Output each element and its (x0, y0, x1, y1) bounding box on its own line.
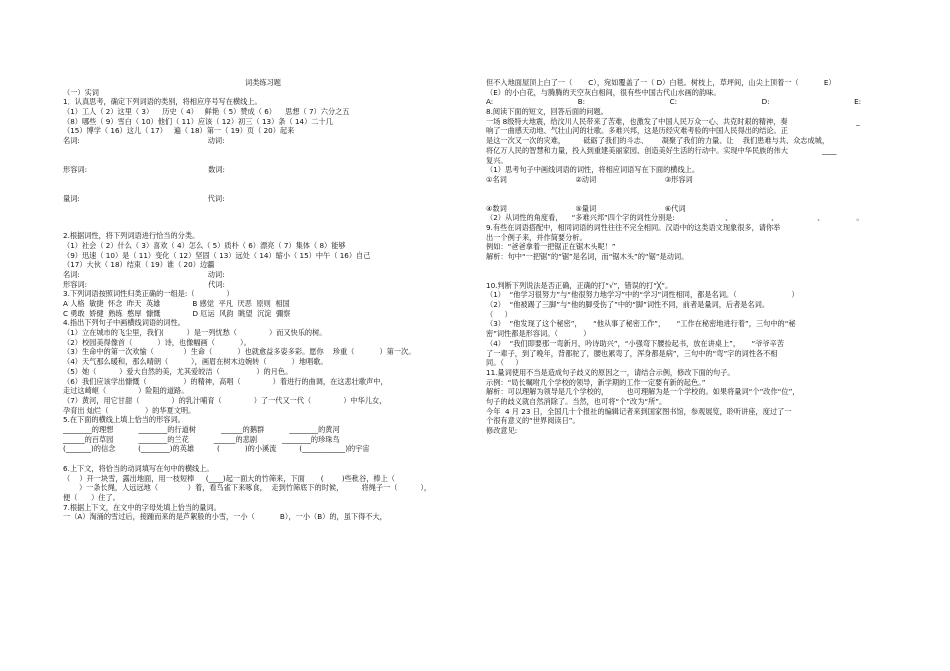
text-line: 今年 4 月 23 日，全国几十个报社的编辑记者来到国家图书馆，参观展览，聆听讲座，度过了一 (486, 406, 792, 416)
text-line: 一场 8级特大地震，给汶川人民带来了苦难，也激发了中国人民万众一心、共克时艰的精神，奏 _ (486, 116, 860, 126)
text-line: 修改意见: (486, 426, 518, 435)
text-line: （2）从词性的角度看， “多难兴邦”四个字的词性分别是: 、 、 、 。 (486, 213, 864, 223)
text-line: 句子的歧义就自然消除了。当然，也可将“个”改为“所”。 (486, 396, 667, 406)
text-line: 3.下列词语按照词性归类正确的一组是:（ ） (63, 289, 234, 299)
text-line: 响了一曲感天动地、气壮山河的壮歌。多难兴邦，这是历经灾难考验的中国人民得出的结论。正 (486, 126, 788, 136)
text-line: 10.判断下列说法是否正确，正确的打“√”，错误的打“╳”。 (486, 280, 673, 290)
text-line: C 勇敢 娇健 熟练 憨厚 慷慨 D 厄运 风韵 眺望 沉淀 彌察 (63, 308, 291, 318)
text-line: ①名词 ②动词 ③形容词 (486, 174, 693, 184)
text-line: （4） “我们即要那一弯新月，吟诗助兴”，“小强弯下腰捡起书，放在讲桌上”， “爷爷辛苦 (486, 338, 784, 348)
text-line: ）一条长绳，人远远地（ ）着，看鸟雀下来啄食， 走到竹筛底下的时候， 将绳子一（ ）， (63, 483, 432, 493)
text-line: （ ）开一块雪，露出地面，用一枝短棒 (____)起一面大的竹筛来，下面 ( )些秕谷，棒上（ (63, 473, 395, 483)
text-line: 示例：“局长嘱咐几个学校的领导，新学期的工作一定要有新的起色。” (486, 377, 706, 387)
text-line: 是这一次又一次的灾难， 砥砺了我们的斗志、 凝聚了我们的力量、让 我们患难与共、众志成城， (486, 136, 830, 146)
text-line: 1．认真思考，确定下列词语的类别，将相应序号写在横线上。 (63, 97, 262, 107)
left-column (63, 78, 463, 522)
spacer (486, 185, 891, 204)
text-line: （9）迅速（ 10）是（ 11）变化（ 12）坚固（ 13）远处（ 14）缩小（ 15）中午（ 16）自己 (63, 250, 371, 260)
text-line: ④数词 ⑤量词 ⑥代词 (486, 203, 686, 213)
text-line: （8）哪些（ 9）雪白（ 10）他们（ 11）应该（ 12）初三（ 13）条（ 14）二十几 (63, 116, 333, 126)
text-line: 5.在下面的横线上填上恰当的形容词。 (63, 415, 185, 425)
spacer (63, 203, 463, 231)
spacer (63, 175, 463, 194)
text-line: （1） “他学习很努力”与“他很努力地学习”中的“学习”词性相同，都是名词。（ ） (486, 290, 799, 300)
text-line: （5）她（ ）爱大自然的美，尤其爱皎洁（ ）的月色。 (63, 366, 293, 376)
text-line: （1）工人（ 2）这里（ 3） 历史（ 4） 鲜艳（ 5）赞成（ 6） 思想（ 7）六分之五 (63, 107, 350, 117)
text-line: （3）生命中的第一次欢愉（ ）生命（ ）也就愈益多姿多彩。愿你 珍重（ ）第一次。 (63, 347, 416, 357)
text-line: A 人格 敏捷 怀念 昨天 英雄 B 感觉 平凡 厌恶 原则 相国 (63, 299, 290, 308)
text-line: 走过这崎岖（ ）险阻的道路。 (63, 386, 189, 396)
text-line: （E）的小白花，与腾腾的天空灰白相间，很有些中国古代山水画的韵味。 (486, 87, 721, 97)
text-line: 一（A）淘涌的雪过后，接踵而来的是芦絮般的小雪，一小（ B），一小（B）的，虽下得不大， (63, 512, 387, 522)
text-line: 同。（ ） (486, 358, 523, 368)
text-line: 形容词: 数词: (63, 164, 225, 174)
text-line: 9.有些在词语搭配中，相同词语的词性往往不完全相同。汉语中的这类语文现象很多，请你举 (486, 222, 781, 232)
text-line: 形容词: 代词: (63, 279, 225, 289)
text-line: 11.量词使用不当是造成句子歧义的原因之一，请结合示例，修改下面的句子。 (486, 367, 735, 377)
text-line: 解析：可以理解为领导是几个学校的， 也可理解为是一个学校的。如果将量词“个”改作“位”， (486, 387, 800, 397)
text-line: （ ） (486, 309, 512, 319)
text-line: 6.上下文，将恰当的动词填写在句中的横线上。 (63, 464, 214, 473)
text-line: 密”词性都是形容词。（ ） (486, 329, 591, 339)
text-line: （一）实词 (63, 87, 99, 97)
text-line: （1）社会（ 2）什么（ 3）喜欢（ 4）怎么（ 5）质朴（ 6）漂亮（ 7）集体（ 8）能够 (63, 240, 346, 250)
text-line: （17）大伙（ 18）结束（ 19）谁（ 20）边疆 (63, 260, 215, 270)
text-line: （1）思考句子中画线词语的词性，将相应词语写在下面的横线上。 (486, 165, 700, 175)
page-title: 词类练习题 (245, 78, 281, 87)
text-line: 复兴。 (486, 155, 508, 165)
spacer (486, 262, 891, 281)
text-line: 孕育出 灿烂（ ）的华夏文明。 (63, 405, 196, 415)
text-line: （2） “他被踢了三脚”与“他的脚受伤了”中的“脚”词性不同，前者是量词，后者是名词。 (486, 300, 770, 310)
text-line: 例如：“爸爸拿着一把锯正在锯木头呢！” (486, 242, 616, 252)
text-line: 便（ ）住了。 (63, 493, 120, 503)
text-line: （15）博学（ 16）这儿（ 17） 遍（ 18）第一（ 19）页（ 20）起来 (63, 126, 295, 136)
text-line: 2.根据词性，将下列词语进行恰当的分类。 (63, 231, 200, 241)
text-line: 7.根据上下文，在文中的字母处填上恰当的量词。 (63, 502, 221, 512)
text-line: 了一辈子，到了晚年，背都驼了，腰也累弯了，浑身都是病”，三句中的“弯”字的词性各不相 (486, 348, 778, 358)
text-line: （7）黄河，用它甘甜（ ）的乳汁哺育（ ）了一代又一代（ ）中华儿女， (63, 395, 387, 405)
text-line: （6）我们应该学出慷慨（ ）的精神，高唱（ ）着进行的曲调，在这悲壮歌声中， (63, 376, 388, 386)
text-line: (_______)的信念 (________)的英雄 ( )的小溪流 (____________)的宇宙 (63, 444, 370, 454)
text-line: 将亿万人民的智慧和力量，投入到重建美丽家园、创造美好生活的行动中。实现中华民族的伟大 ____ (486, 145, 837, 155)
text-line: （1）立在城市的飞尘里，我们( ）是一列忧愁（ ）而又快乐的树。 (63, 328, 327, 338)
spacer (63, 454, 463, 464)
text-line: A: B: C: D: E: (486, 97, 862, 107)
spacer (63, 146, 463, 165)
text-line: 名词: 动词: (63, 269, 225, 279)
text-line: （4）天气那么暖和，那么晴朗（ ），画眉在树木边婉转（ ）地唱歌。 (63, 357, 328, 367)
text-line: （3） “他发现了这个秘密”， “他从事了秘密工作”， “工作在秘密地进行着”，三句中的“秘 (486, 319, 796, 329)
text-line: 解析：句中“一把锯”的“锯”是名词，而“锯木头”的“锯”是动词。 (486, 252, 689, 261)
text-line: 但不入地面屋顶上白了一（ C），宛如覆盖了一（ D）白毯。树枝上，草坪间，山尖上顶着一（ E） (486, 78, 836, 87)
text-line: 个很有意义的“世界阅读日”。 (486, 416, 580, 426)
text-line: 8.阅读下面的短文，回答后面的问题。 (486, 107, 608, 117)
text-line: 名词: 动词: (63, 136, 225, 146)
text-line: ________的理想 ________的行道树 ______的鹅群 ________的黄河 (63, 424, 340, 434)
text-line: （2）校园美得像首（ ）诗，也像幅画（ ）。 (63, 337, 251, 347)
text-line: ______的百草园 ________的兰花 ______的悲剧 ________的珍珠鸟 (63, 434, 340, 444)
text-line: 量词: 代词: (63, 193, 225, 203)
text-line: 出一个例子来，并作简要分析。 (486, 232, 587, 242)
right-column (486, 78, 891, 436)
text-line: 4.指出下列句子中画横线词语的词性。 (63, 318, 185, 328)
